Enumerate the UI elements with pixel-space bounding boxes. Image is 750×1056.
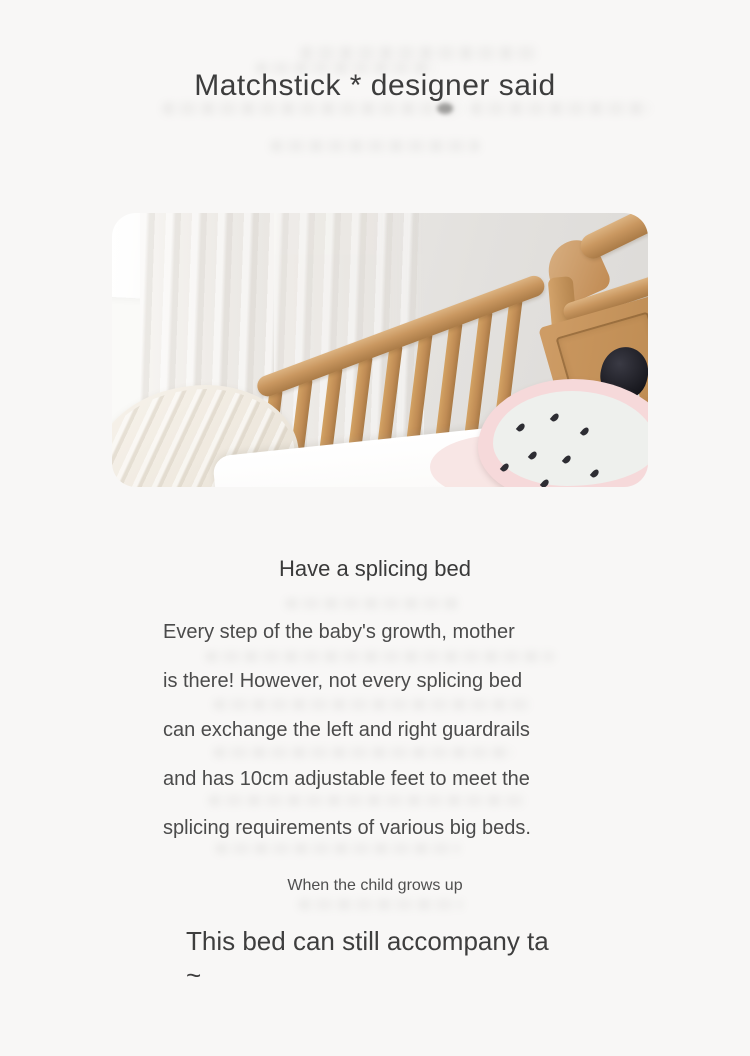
watermark-artifact bbox=[300, 46, 540, 60]
paragraph-line: Every step of the baby's growth, mother bbox=[163, 621, 515, 643]
closing-line: ~ bbox=[186, 960, 202, 990]
closing-text bbox=[186, 924, 566, 992]
page-title: Matchstick * designer said bbox=[194, 69, 556, 102]
crib-photo bbox=[112, 213, 648, 487]
watermark-artifact bbox=[298, 899, 463, 910]
headboard-top-bar bbox=[577, 213, 648, 263]
cloud-pillow-center bbox=[493, 391, 648, 486]
paragraph-line: can exchange the left and right guardrails bbox=[163, 719, 530, 741]
watermark-artifact bbox=[270, 140, 480, 152]
section-heading: Have a splicing bed bbox=[278, 556, 471, 581]
caption-text: When the child grows up bbox=[287, 877, 463, 894]
paragraph-line: is there! However, not every splicing bed bbox=[163, 670, 523, 692]
paragraph-line: and has 10cm adjustable feet to meet the bbox=[163, 768, 530, 790]
paragraph-line: splicing requirements of various big beds. bbox=[163, 817, 531, 839]
description-paragraph bbox=[163, 608, 603, 853]
closing-line: This bed can still accompany ta bbox=[186, 926, 549, 956]
